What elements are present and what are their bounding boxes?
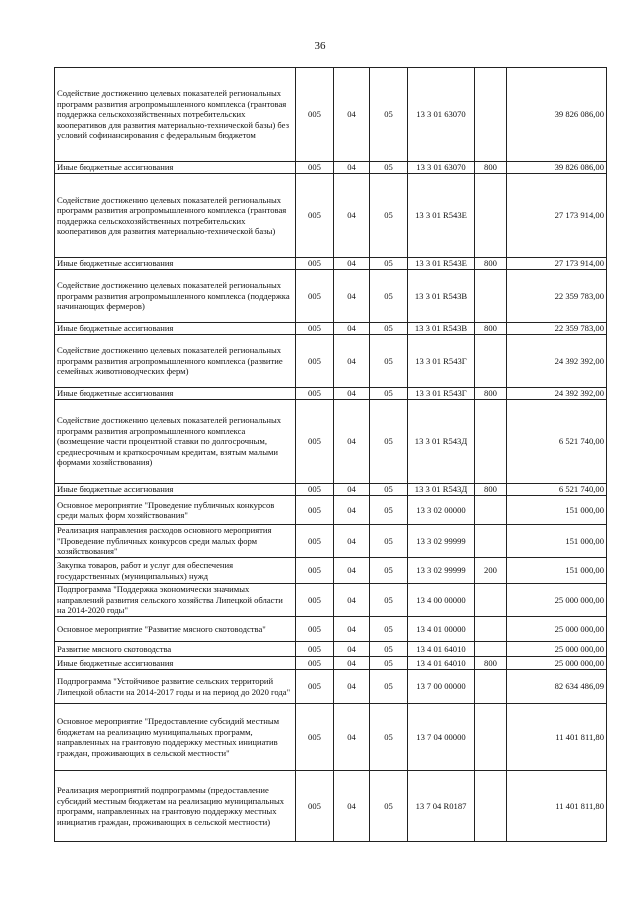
row-section-code: 04 — [334, 400, 370, 484]
row-subsection-code: 05 — [370, 323, 408, 335]
row-amount: 11 401 811,80 — [507, 771, 607, 842]
row-expense-type: 800 — [475, 258, 507, 270]
row-target-code: 13 3 01 R543Г — [408, 388, 475, 400]
row-section-code: 04 — [334, 270, 370, 323]
table-row — [55, 162, 607, 174]
row-section-code: 04 — [334, 258, 370, 270]
row-section-code: 04 — [334, 525, 370, 558]
row-amount: 22 359 783,00 — [507, 323, 607, 335]
row-subsection-code: 05 — [370, 657, 408, 670]
row-subsection-code: 05 — [370, 617, 408, 642]
row-amount: 151 000,00 — [507, 558, 607, 584]
row-amount: 151 000,00 — [507, 496, 607, 525]
row-amount: 39 826 086,00 — [507, 162, 607, 174]
row-amount: 25 000 000,00 — [507, 617, 607, 642]
row-target-code: 13 4 01 64010 — [408, 657, 475, 670]
row-target-code: 13 3 01 R543B — [408, 270, 475, 323]
row-target-code: 13 3 01 63070 — [408, 68, 475, 162]
row-ministry-code: 005 — [296, 558, 334, 584]
row-name-cell: Реализация направления расходов основного мероприятия "Проведение публичных конкурсов среди малых форм хозяйствования" — [55, 525, 296, 558]
row-target-code: 13 3 01 R543Д — [408, 484, 475, 496]
row-section-code: 04 — [334, 617, 370, 642]
row-target-code: 13 7 04 00000 — [408, 704, 475, 771]
page-number: 36 — [314, 40, 326, 52]
row-expense-type — [475, 270, 507, 323]
row-ministry-code: 005 — [296, 258, 334, 270]
row-expense-type — [475, 704, 507, 771]
table-row — [55, 771, 607, 842]
row-subsection-code: 05 — [370, 642, 408, 657]
row-ministry-code: 005 — [296, 617, 334, 642]
row-subsection-code: 05 — [370, 771, 408, 842]
table-row — [55, 68, 607, 162]
row-subsection-code: 05 — [370, 484, 408, 496]
table-row — [55, 400, 607, 484]
row-section-code: 04 — [334, 388, 370, 400]
row-ministry-code: 005 — [296, 174, 334, 258]
row-name-cell: Содействие достижению целевых показателей региональных программ развития агропромышленного комплекса (поддержка начинающих фермеров) — [55, 270, 296, 323]
row-subsection-code: 05 — [370, 525, 408, 558]
row-name-cell: Реализация мероприятий подпрограммы (предоставление субсидий местным бюджетам на реализацию муниципальных программ, направленных на грантовую поддержку местных инициатив граждан, проживающих в сельской местности) — [55, 771, 296, 842]
row-name-cell: Иные бюджетные ассигнования — [55, 657, 296, 670]
row-amount: 27 173 914,00 — [507, 258, 607, 270]
row-subsection-code: 05 — [370, 174, 408, 258]
row-subsection-code: 05 — [370, 258, 408, 270]
table-row — [55, 270, 607, 323]
row-target-code: 13 3 01 63070 — [408, 162, 475, 174]
row-subsection-code: 05 — [370, 496, 408, 525]
row-expense-type — [475, 496, 507, 525]
row-section-code: 04 — [334, 174, 370, 258]
row-name-cell: Закупка товаров, работ и услуг для обеспечения государственных (муниципальных) нужд — [55, 558, 296, 584]
row-expense-type: 800 — [475, 388, 507, 400]
row-name-cell: Подпрограмма "Устойчивое развитие сельских территорий Липецкой области на 2014-2017 годы и на период до 2020 года" — [55, 670, 296, 704]
table-row — [55, 323, 607, 335]
budget-table-body — [55, 68, 607, 842]
row-ministry-code: 005 — [296, 704, 334, 771]
row-expense-type — [475, 617, 507, 642]
row-name-cell: Иные бюджетные ассигнования — [55, 162, 296, 174]
table-row — [55, 525, 607, 558]
row-expense-type: 200 — [475, 558, 507, 584]
row-target-code: 13 3 02 99999 — [408, 525, 475, 558]
row-name-cell: Основное мероприятие "Предоставление субсидий местным бюджетам на реализацию муниципальных программ, направленных на грантовую поддержку местных инициатив граждан, проживающих в сельской местности" — [55, 704, 296, 771]
row-target-code: 13 3 01 R543Д — [408, 400, 475, 484]
table-row — [55, 335, 607, 388]
row-subsection-code: 05 — [370, 704, 408, 771]
row-section-code: 04 — [334, 771, 370, 842]
table-row — [55, 258, 607, 270]
row-expense-type — [475, 642, 507, 657]
row-name-cell: Иные бюджетные ассигнования — [55, 258, 296, 270]
table-row — [55, 388, 607, 400]
row-subsection-code: 05 — [370, 335, 408, 388]
row-name-cell: Содействие достижению целевых показателей региональных программ развития агропромышленного комплекса (развитие семейных животноводческих ферм) — [55, 335, 296, 388]
row-expense-type — [475, 525, 507, 558]
row-expense-type — [475, 174, 507, 258]
table-row — [55, 558, 607, 584]
table-row — [55, 484, 607, 496]
row-amount: 82 634 486,09 — [507, 670, 607, 704]
row-name-cell: Основное мероприятие "Проведение публичных конкурсов среди малых форм хозяйствования" — [55, 496, 296, 525]
row-subsection-code: 05 — [370, 584, 408, 617]
row-name-cell: Основное мероприятие "Развитие мясного скотоводства" — [55, 617, 296, 642]
row-expense-type — [475, 335, 507, 388]
row-expense-type: 800 — [475, 657, 507, 670]
table-row — [55, 174, 607, 258]
row-ministry-code: 005 — [296, 670, 334, 704]
row-name-cell: Содействие достижению целевых показателей региональных программ развития агропромышленного комплекса (грантовая поддержка сельскохозяйственных потребительских кооперативов для развития материально-технической базы) без условий софинансирования с федеральным бюджетом — [55, 68, 296, 162]
row-amount: 25 000 000,00 — [507, 642, 607, 657]
row-subsection-code: 05 — [370, 162, 408, 174]
row-section-code: 04 — [334, 335, 370, 388]
row-amount: 25 000 000,00 — [507, 584, 607, 617]
row-ministry-code: 005 — [296, 335, 334, 388]
row-subsection-code: 05 — [370, 68, 408, 162]
row-name-cell: Развитие мясного скотоводства — [55, 642, 296, 657]
budget-table — [54, 67, 607, 842]
row-target-code: 13 3 01 R543Г — [408, 335, 475, 388]
row-target-code: 13 3 02 99999 — [408, 558, 475, 584]
row-amount: 27 173 914,00 — [507, 174, 607, 258]
row-ministry-code: 005 — [296, 657, 334, 670]
row-name-cell: Содействие достижению целевых показателей региональных программ развития агропромышленного комплекса (грантовая поддержка сельскохозяйственных потребительских кооперативов для развития материально-технической базы) — [55, 174, 296, 258]
row-amount: 24 392 392,00 — [507, 335, 607, 388]
table-row — [55, 584, 607, 617]
row-section-code: 04 — [334, 670, 370, 704]
row-target-code: 13 4 01 00000 — [408, 617, 475, 642]
row-section-code: 04 — [334, 484, 370, 496]
row-ministry-code: 005 — [296, 270, 334, 323]
row-ministry-code: 005 — [296, 496, 334, 525]
row-expense-type — [475, 68, 507, 162]
row-subsection-code: 05 — [370, 558, 408, 584]
row-subsection-code: 05 — [370, 670, 408, 704]
row-target-code: 13 3 02 00000 — [408, 496, 475, 525]
row-ministry-code: 005 — [296, 323, 334, 335]
row-name-cell: Подпрограмма "Поддержка экономически значимых направлений развития сельского хозяйства Липецкой области на 2014-2020 годы" — [55, 584, 296, 617]
table-row — [55, 657, 607, 670]
row-amount: 151 000,00 — [507, 525, 607, 558]
row-ministry-code: 005 — [296, 400, 334, 484]
row-target-code: 13 3 01 R543E — [408, 258, 475, 270]
row-expense-type — [475, 400, 507, 484]
row-name-cell: Содействие достижению целевых показателей региональных программ развития агропромышленного комплекса (возмещение части процентной ставки по долгосрочным, среднесрочным и краткосрочным кредитам, взятым малыми формами хозяйствования) — [55, 400, 296, 484]
table-row — [55, 617, 607, 642]
row-expense-type — [475, 670, 507, 704]
row-section-code: 04 — [334, 657, 370, 670]
table-row — [55, 670, 607, 704]
row-ministry-code: 005 — [296, 771, 334, 842]
row-amount: 25 000 000,00 — [507, 657, 607, 670]
table-row — [55, 642, 607, 657]
table-row — [55, 496, 607, 525]
row-target-code: 13 7 00 00000 — [408, 670, 475, 704]
row-section-code: 04 — [334, 496, 370, 525]
table-row — [55, 704, 607, 771]
row-ministry-code: 005 — [296, 162, 334, 174]
row-expense-type — [475, 771, 507, 842]
row-target-code: 13 4 01 64010 — [408, 642, 475, 657]
row-amount: 24 392 392,00 — [507, 388, 607, 400]
row-expense-type: 800 — [475, 323, 507, 335]
row-subsection-code: 05 — [370, 270, 408, 323]
row-ministry-code: 005 — [296, 642, 334, 657]
row-amount: 11 401 811,80 — [507, 704, 607, 771]
row-target-code: 13 3 01 R543B — [408, 323, 475, 335]
row-section-code: 04 — [334, 323, 370, 335]
row-section-code: 04 — [334, 642, 370, 657]
row-amount: 6 521 740,00 — [507, 484, 607, 496]
row-ministry-code: 005 — [296, 525, 334, 558]
row-amount: 22 359 783,00 — [507, 270, 607, 323]
row-expense-type — [475, 584, 507, 617]
row-name-cell: Иные бюджетные ассигнования — [55, 388, 296, 400]
row-amount: 6 521 740,00 — [507, 400, 607, 484]
row-ministry-code: 005 — [296, 68, 334, 162]
row-target-code: 13 7 04 R0187 — [408, 771, 475, 842]
row-amount: 39 826 086,00 — [507, 68, 607, 162]
row-section-code: 04 — [334, 558, 370, 584]
row-target-code: 13 4 00 00000 — [408, 584, 475, 617]
row-section-code: 04 — [334, 68, 370, 162]
row-ministry-code: 005 — [296, 388, 334, 400]
row-expense-type: 800 — [475, 162, 507, 174]
row-name-cell: Иные бюджетные ассигнования — [55, 484, 296, 496]
row-section-code: 04 — [334, 584, 370, 617]
row-target-code: 13 3 01 R543E — [408, 174, 475, 258]
row-name-cell: Иные бюджетные ассигнования — [55, 323, 296, 335]
row-ministry-code: 005 — [296, 484, 334, 496]
row-subsection-code: 05 — [370, 388, 408, 400]
row-subsection-code: 05 — [370, 400, 408, 484]
row-ministry-code: 005 — [296, 584, 334, 617]
row-section-code: 04 — [334, 704, 370, 771]
row-expense-type: 800 — [475, 484, 507, 496]
row-section-code: 04 — [334, 162, 370, 174]
